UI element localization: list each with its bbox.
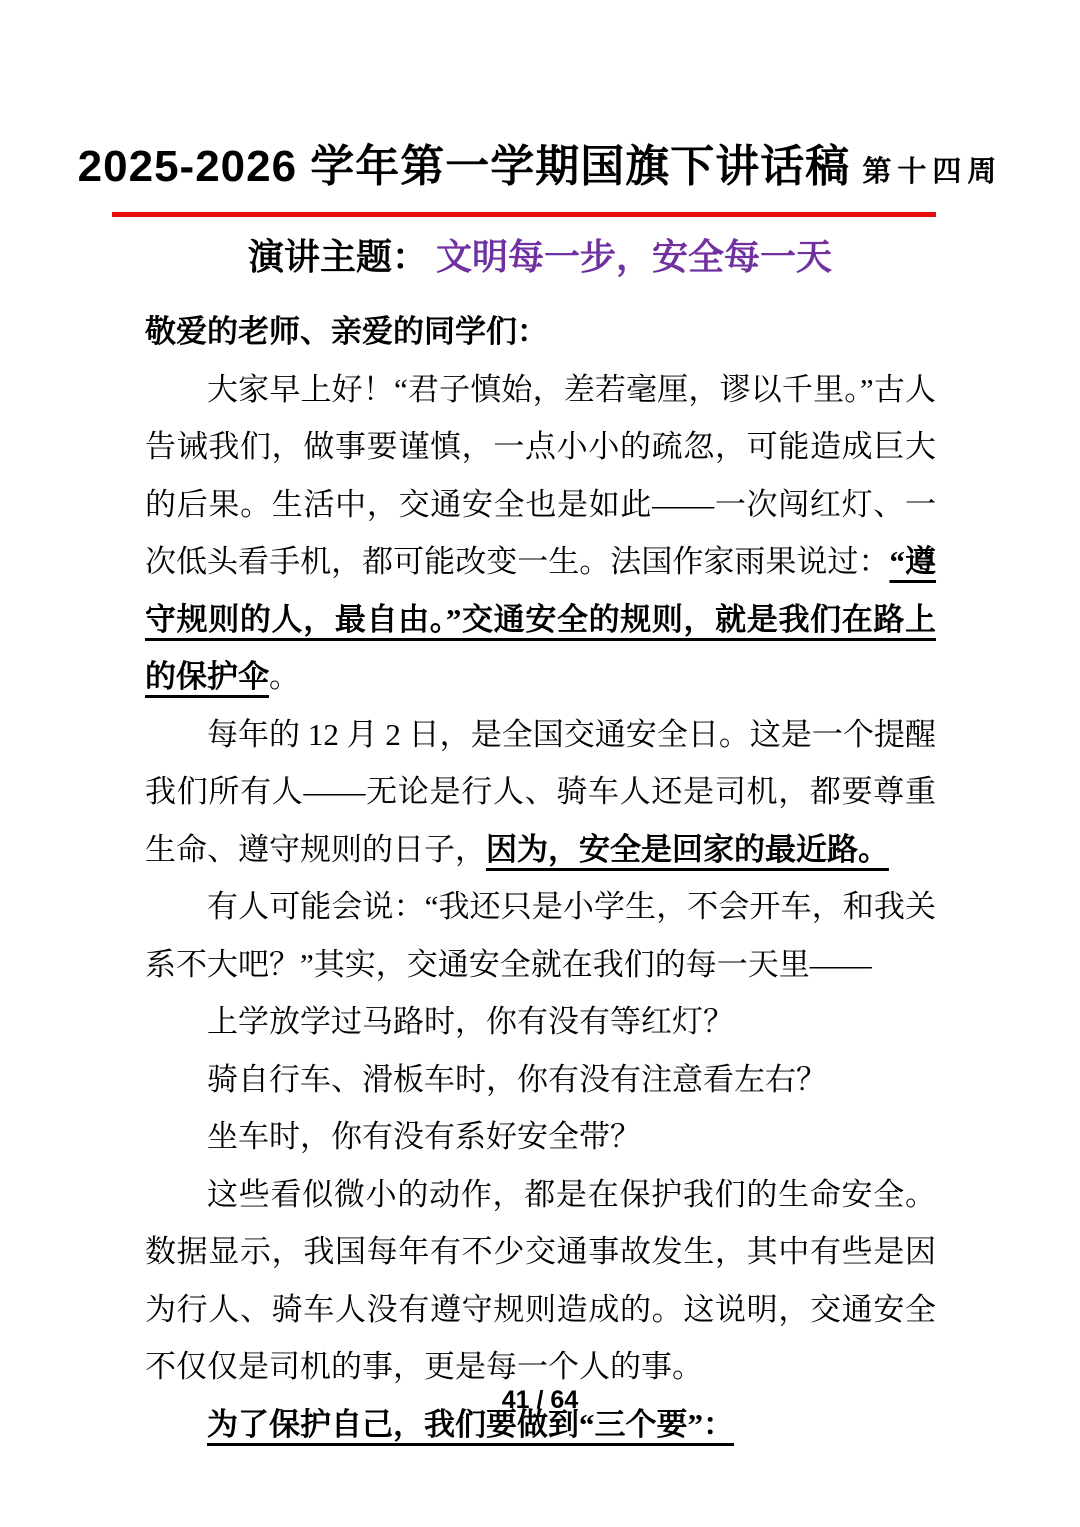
title-text: 2025-2026 学年第一学期国旗下讲话稿 — [77, 142, 851, 191]
page-number: 41 / 64 — [501, 1386, 579, 1414]
paragraph — [145, 993, 936, 1051]
page-footer — [0, 1386, 1080, 1415]
paragraph — [145, 361, 936, 706]
speech-topic-line — [0, 237, 1080, 277]
paragraph — [145, 706, 936, 879]
emphasis-underlined-text: 因为，安全是回家的最近路。 — [486, 831, 889, 867]
paragraph — [145, 303, 936, 361]
body-text: 骑自行车、滑板车时，你有没有注意看左右？ — [207, 1061, 827, 1097]
body-text: 有人可能会说：“我还只是小学生，不会开车，和我关系不大吧？”其实，交通安全就在我们的每一天里—— — [145, 889, 936, 982]
body-text: 大家早上好！“君子慎始，差若毫厘，谬以千里。”古人告诫我们，做事要谨慎，一点小小的疏忽，可能造成巨大的后果。生活中，交通安全也是如此——一次闯红灯、一次低头看手机，都可能改变一生。法国作家雨果说过： — [145, 371, 936, 579]
emphasis-underlined-text: “遵守规则的人，最自由。”交通安全的规则，就是我们在路上的保护伞 — [145, 544, 937, 694]
title-divider-rule — [112, 212, 936, 217]
body-text: 每年的 12 月 2 日，是全国交通安全日。这是一个提醒我们所有人——无论是行人、骑车人还是司机，都要尊重生命、遵守规则的日子， — [145, 716, 936, 867]
topic-text: 文明每一步，安全每一天 — [436, 237, 833, 277]
body-text: 这些看似微小的动作，都是在保护我们的生命安全。数据显示，我国每年有不少交通事故发生，其中有些是因为行人、骑车人没有遵守规则造成的。这说明，交通安全不仅仅是司机的事，更是每一个人的事。 — [145, 1176, 936, 1384]
speech-body — [145, 303, 936, 1453]
paragraph — [145, 1108, 936, 1166]
body-text: 坐车时，你有没有系好安全带？ — [207, 1119, 641, 1154]
body-text: 上学放学过马路时，你有没有等红灯？ — [207, 1004, 734, 1039]
bold-text: 敬爱的老师、亲爱的同学们： — [145, 314, 548, 349]
body-text: 。 — [269, 659, 300, 694]
paragraph — [145, 1166, 936, 1396]
week-label: 第十四周 — [862, 156, 1003, 188]
paragraph — [145, 878, 936, 993]
paragraph — [145, 1051, 936, 1109]
page-title — [0, 0, 1080, 197]
emphasis-underlined-text: 为了保护自己，我们要做到“三个要”： — [207, 1406, 734, 1442]
topic-label: 演讲主题： — [247, 237, 428, 277]
